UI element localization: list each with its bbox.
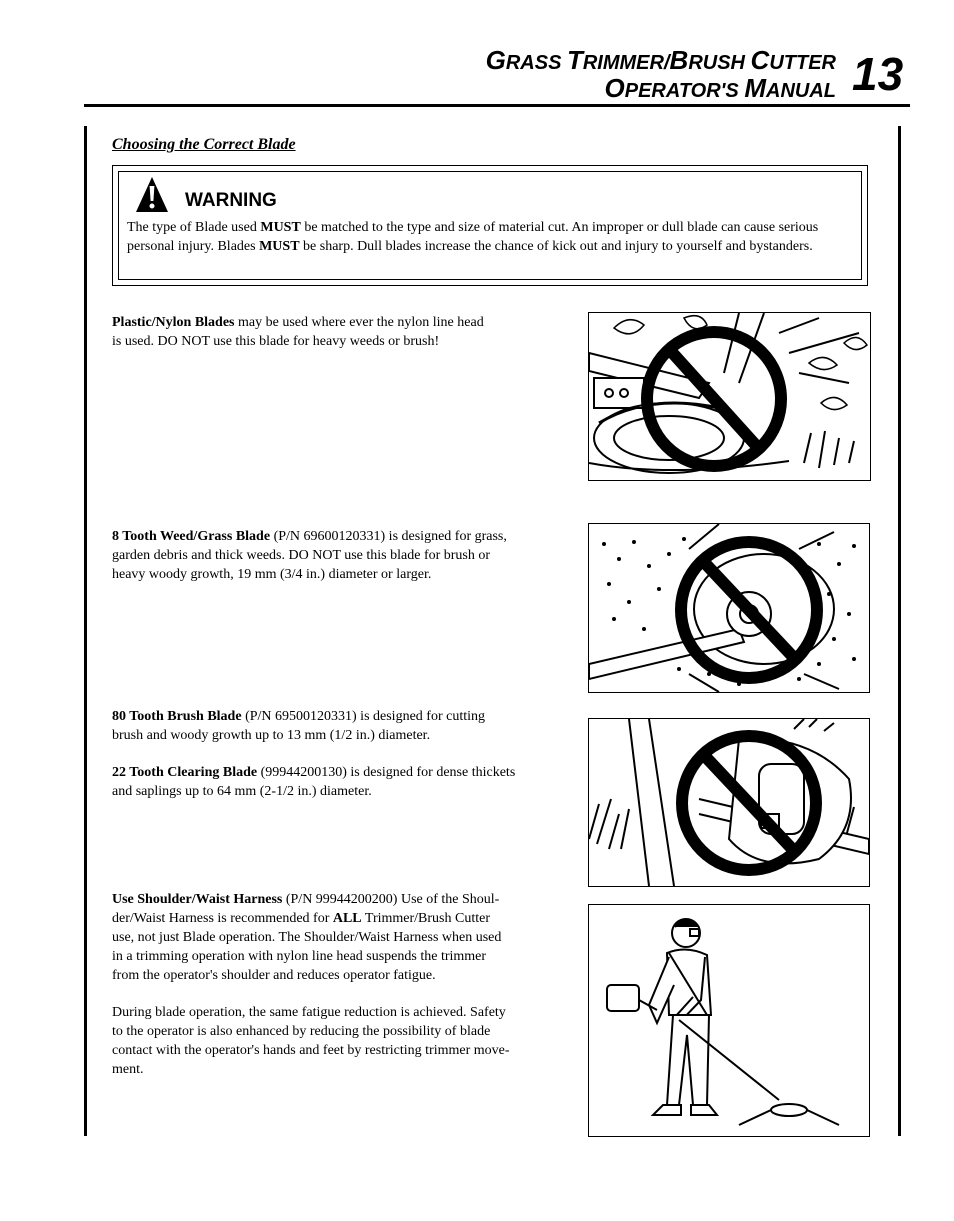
page-number: 13 xyxy=(852,48,904,100)
operator-with-harness-illustration xyxy=(588,904,870,1137)
warning-triangle-icon xyxy=(135,176,169,214)
eighty-tooth-blade-paragraph: 80 Tooth Brush Blade (P/N 69500120331) is designed for cutting brush and woody growth up to 13 mm (1/2 in.) diameter. xyxy=(112,709,485,743)
warning-title: WARNING xyxy=(185,190,277,211)
eight-tooth-blade-paragraph: 8 Tooth Weed/Grass Blade (P/N 69600120331) is designed for grass, garden debris and thick weeds. DO NOT use this blade for brush or heavy woody growth, 19 mm (3/4 in.) diameter or larger. xyxy=(112,529,507,582)
nylon-blade-prohibited-illustration xyxy=(588,312,871,481)
warning-text: The type of Blade used MUST be matched to the type and size of material cut. An improper or dull blade can cause serious personal injury. Blades MUST be sharp. Dull blades increase the chance of kick out and injury to yourself and bystanders. xyxy=(127,220,819,254)
harness-paragraph: Use Shoulder/Waist Harness (P/N 99944200200) Use of the Shoul- der/Waist Harness is recommended for ALL Trimmer/Brush Cutter use, not just Blade operation. The Shoulder/Waist Harness when used in a trimming operation with nylon line head suspends the trimmer from the operator's shoulder and reduces operator fatigue. xyxy=(112,892,502,983)
left-margin-rule xyxy=(84,126,87,1136)
right-margin-rule xyxy=(898,126,901,1136)
manual-title-line2: OPERATOR'S MANUAL xyxy=(604,73,836,103)
blade-operation-paragraph: During blade operation, the same fatigue reduction is achieved. Safety to the operator is also enhanced by reducing the possibility of blade contact with the operator's hands and feet by restricting trimmer move- ment. xyxy=(112,1005,510,1077)
manual-title xyxy=(485,45,836,104)
brush-blade-prohibited-illustration xyxy=(588,718,870,887)
section-title: Choosing the Correct Blade xyxy=(112,136,296,153)
warning-box xyxy=(112,165,868,286)
eight-tooth-blade-prohibited-illustration xyxy=(588,523,870,693)
nylon-blade-paragraph: Plastic/Nylon Blades may be used where ever the nylon line head is used. DO NOT use this blade for heavy weeds or brush! xyxy=(112,315,484,349)
twenty-two-tooth-blade-paragraph: 22 Tooth Clearing Blade (99944200130) is designed for dense thickets and saplings up to 64 mm (2-1/2 in.) diameter. xyxy=(112,765,516,799)
header-rule xyxy=(84,104,910,107)
manual-title-line1: GRASS TRIMMER/BRUSH CUTTER xyxy=(485,45,836,75)
